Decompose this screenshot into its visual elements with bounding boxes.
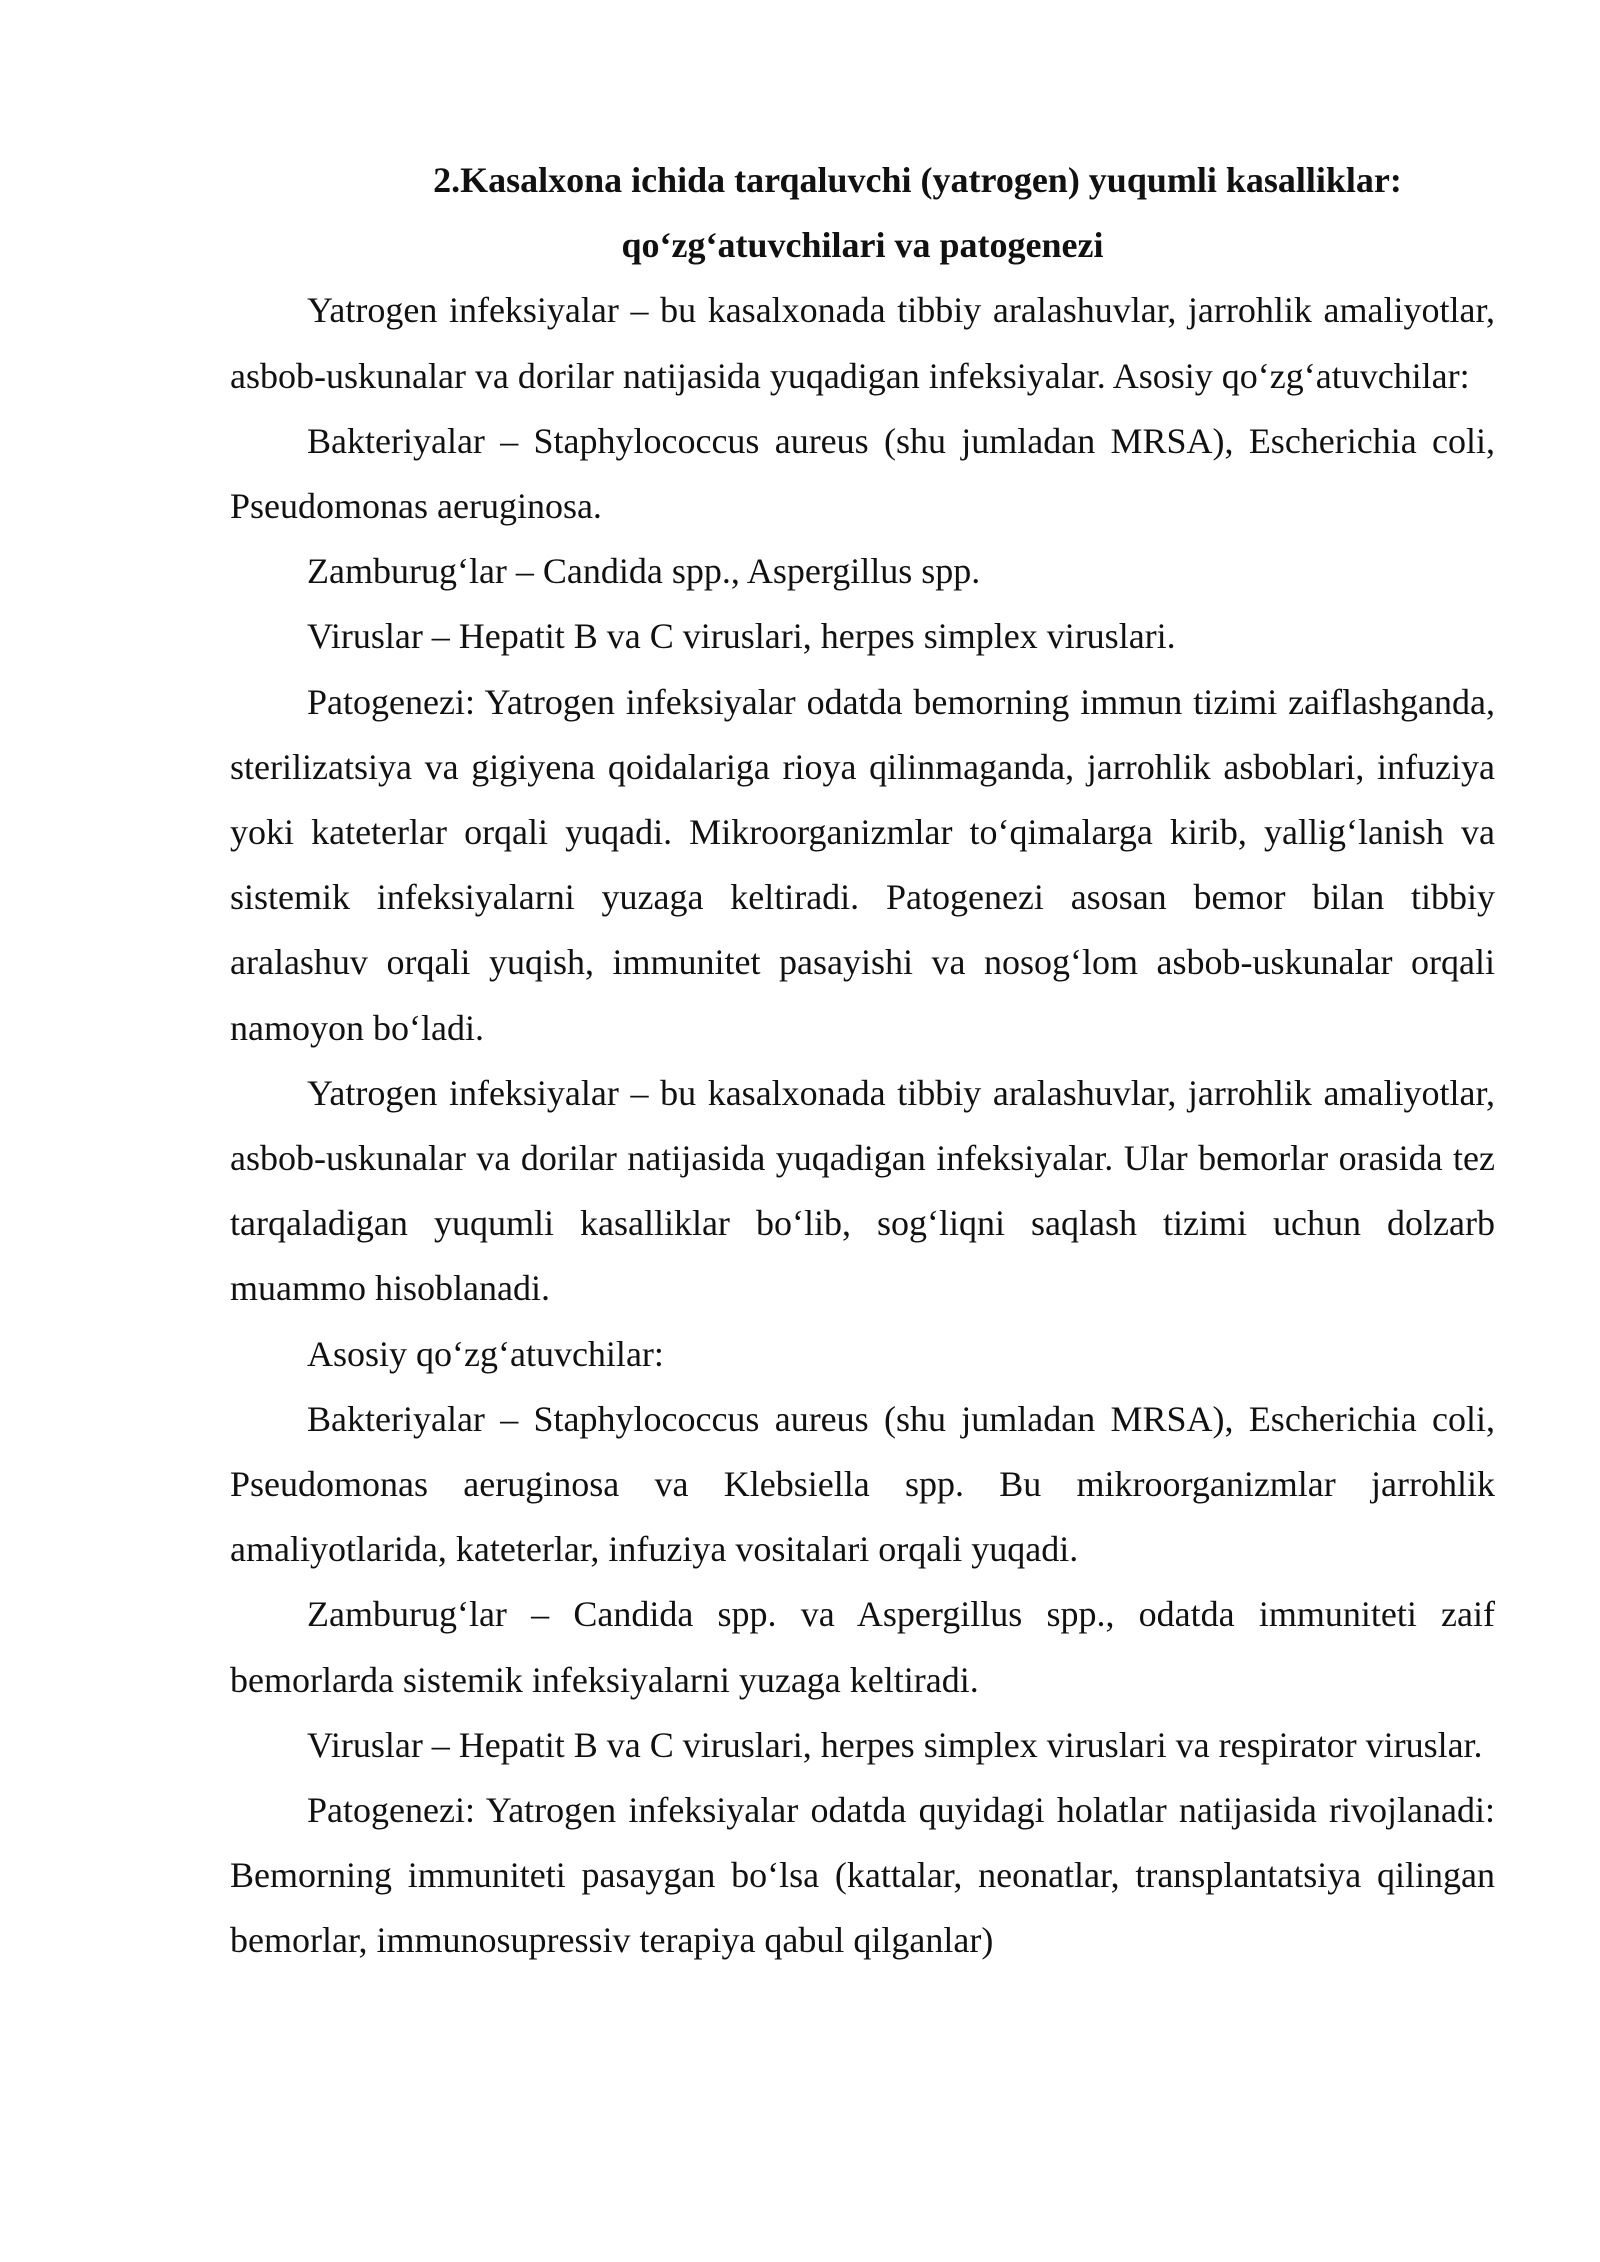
paragraph-viruses-detail: Viruslar – Hepatit B va C viruslari, herpes simplex viruslari va respirator viruslar.	[307, 1724, 1483, 1765]
paragraph-viruses: Viruslar – Hepatit B va C viruslari, herpes simplex viruslari.	[307, 616, 1176, 657]
paragraph-bacteria: Bakteriyalar – Staphylococcus aureus (shu jumladan MRSA), Escherichia coli, Pseudomonas aeruginosa.	[230, 420, 1495, 527]
paragraph-fungi-detail: Zamburug‘lar – Candida spp. va Aspergillus spp., odatda immuniteti zaif bemorlarda sistemik infeksiyalarni yuzaga keltiradi.	[230, 1594, 1495, 1700]
paragraph-intro-repeat: Yatrogen infeksiyalar – bu kasalxonada tibbiy aralashuvlar, jarrohlik amaliyotlar, asbob-uskunalar va dorilar natijasida yuqadigan infeksiyalar. Ular bemorlar orasida tez tarqaladigan yuqumli kasalliklar bo‘lib, sog‘liqni saqlash tizimi uchun dolzarb muammo hisoblanadi.	[230, 1072, 1495, 1309]
paragraph-main-agents: Asosiy qo‘zg‘atuvchilar:	[307, 1333, 664, 1374]
document-body	[230, 148, 1495, 1974]
paragraph-pathogenesis-detail: Patogenezi: Yatrogen infeksiyalar odatda quyidagi holatlar natijasida rivojlanadi: Bemorning immuniteti pasaygan bo‘lsa (kattalar, neonatlar, transplantatsiya qilingan bemorlar, immunosupressiv terapiya qabul qilganlar)	[230, 1790, 1495, 1961]
heading-line-1: 2.Kasalxona ichida tarqaluvchi (yatrogen) yuqumli kasalliklar:	[433, 160, 1402, 200]
heading-line-2: qo‘zg‘atuvchilari va patogenezi	[621, 225, 1104, 266]
section-heading	[230, 148, 1495, 278]
paragraph-bacteria-detail: Bakteriyalar – Staphylococcus aureus (shu jumladan MRSA), Escherichia coli, Pseudomonas aeruginosa va Klebsiella spp. Bu mikroorganizmlar jarrohlik amaliyotlarida, kateterlar, infuziya vositalari orqali yuqadi.	[230, 1398, 1495, 1570]
paragraph-pathogenesis: Patogenezi: Yatrogen infeksiyalar odatda bemorning immun tizimi zaiflashganda, sterilizatsiya va gigiyena qoidalariga rioya qilinmaganda, jarrohlik asboblari, infuziya yoki kateterlar orqali yuqadi. Mikroorganizmlar to‘qimalarga kirib, yallig‘lanish va sistemik infeksiyalarni yuzaga keltiradi. Patogenezi asosan bemor bilan tibbiy aralashuv orqali yuqish, immunitet pasayishi va nosog‘lom asbob-uskunalar orqali namoyon bo‘ladi.	[230, 681, 1495, 1048]
paragraph-fungi: Zamburug‘lar – Candida spp., Aspergillus spp.	[307, 551, 981, 592]
paragraph-intro: Yatrogen infeksiyalar – bu kasalxonada tibbiy aralashuvlar, jarrohlik amaliyotlar, asbob-uskunalar va dorilar natijasida yuqadigan infeksiyalar. Asosiy qo‘zg‘atuvchilar:	[230, 290, 1495, 396]
